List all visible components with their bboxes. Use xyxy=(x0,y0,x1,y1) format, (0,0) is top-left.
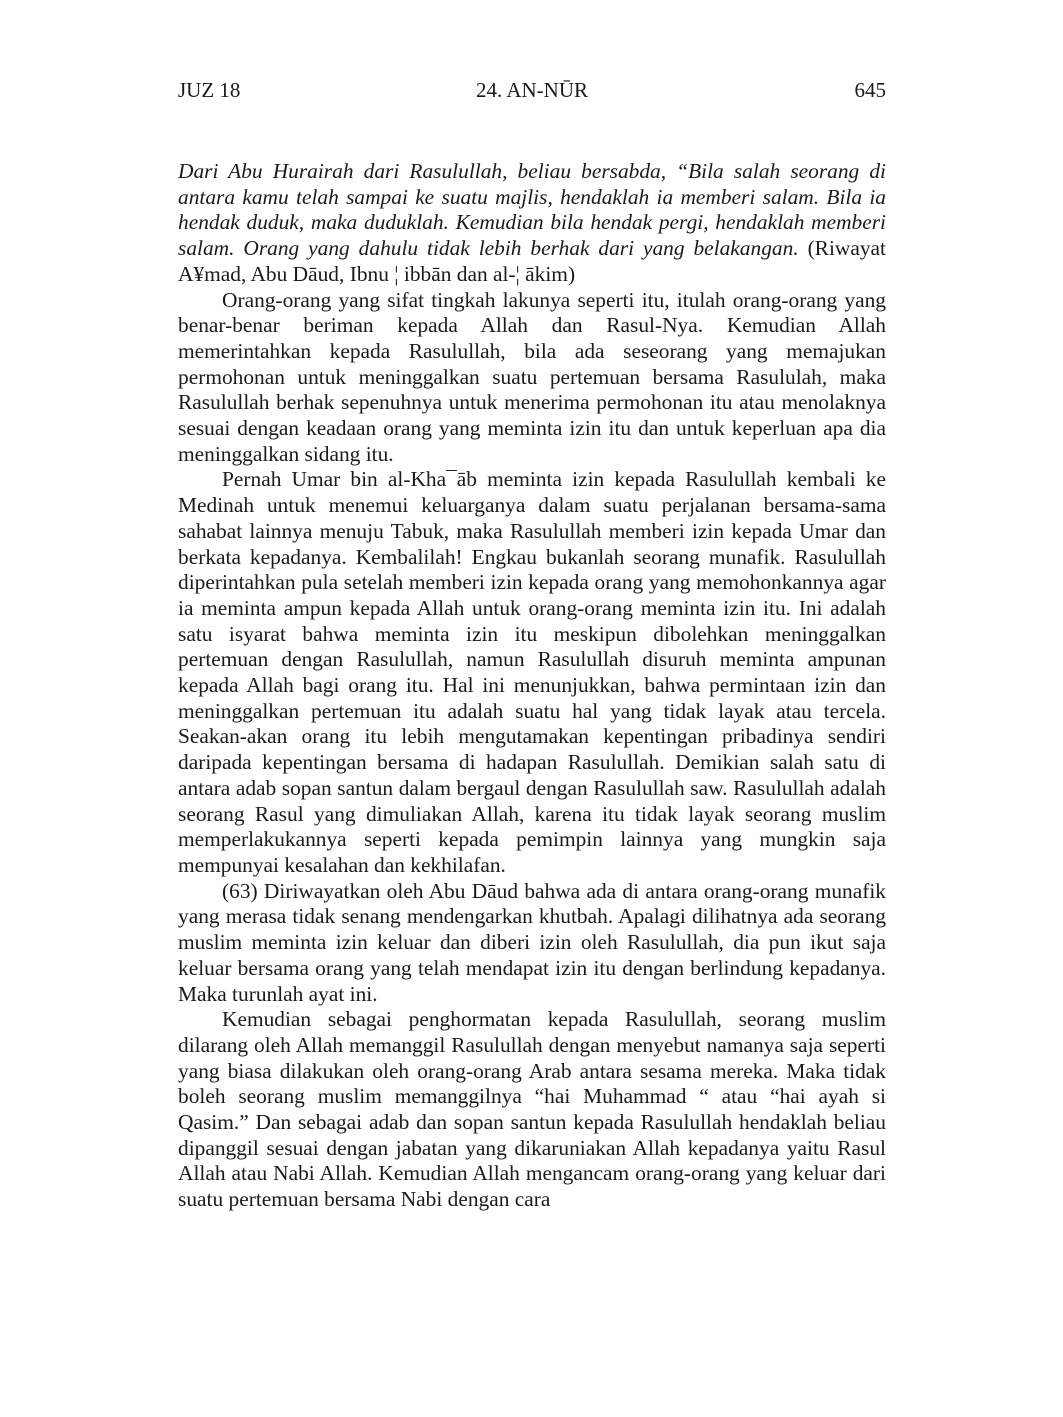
body-text xyxy=(178,159,886,1213)
surah-title: 24. AN-NŪR xyxy=(475,78,588,102)
juz-label: JUZ 18 xyxy=(178,78,241,102)
paragraph: Kemudian sebagai penghormatan kepada Rasulullah, seorang muslim dilarang oleh Allah memanggil Rasulullah dengan menyebut namanya saja seperti yang biasa dilakukan oleh orang-orang Arab antara sesama mereka. Maka tidak boleh seorang muslim memanggilnya “hai Muhammad “ atau “hai ayah si Qasim.” Dan sebagai adab dan sopan santun kepada Rasulullah hendaklah beliau dipanggil sesuai dengan jabatan yang dikaruniakan Allah kepadanya yaitu Rasul Allah atau Nabi Allah. Kemudian Allah mengancam orang-orang yang keluar dari suatu pertemuan bersama Nabi dengan cara xyxy=(178,1007,886,1212)
paragraph: Pernah Umar bin al-Kha¯āb meminta izin kepada Rasulullah kembali ke Medinah untuk menemui keluarganya dalam suatu perjalanan bersama-sama sahabat lainnya menuju Tabuk, maka Rasulullah memberi izin kepada Umar dan berkata kepadanya. Kembalilah! Engkau bukanlah seorang munafik. Rasulullah diperintahkan pula setelah memberi izin kepada orang yang memohonkannya agar ia meminta ampun kepada Allah untuk orang-orang meminta izin itu. Ini adalah satu isyarat bahwa meminta izin itu meskipun dibolehkan meninggalkan pertemuan dengan Rasulullah, namun Rasulullah disuruh meminta ampunan kepada Allah bagi orang itu. Hal ini menunjukkan, bahwa permintaan izin dan meninggalkan pertemuan itu adalah suatu hal yang tidak layak atau tercela. Seakan-akan orang itu lebih mengutamakan kepentingan pribadinya sendiri daripada kepentingan bersama di hadapan Rasulullah. Demikian salah satu di antara adab sopan santun dalam bergaul dengan Rasulullah saw. Rasulullah adalah seorang Rasul yang dimuliakan Allah, karena itu tidak layak seorang muslim memperlakukannya seperti kepada pemimpin lainnya yang mungkin saja mempunyai kesalahan dan kekhilafan. xyxy=(178,467,886,877)
hadith-paragraph xyxy=(178,159,886,288)
paragraph: (63) Diriwayatkan oleh Abu Dāud bahwa ada di antara orang-orang munafik yang merasa tidak senang mendengarkan khutbah. Apalagi dilihatnya ada seorang muslim meminta izin keluar dan diberi izin oleh Rasulullah, dia pun ikut saja keluar bersama orang yang telah mendapat izin itu dengan berlindung kepadanya. Maka turunlah ayat ini. xyxy=(178,878,886,1006)
paragraph: Orang-orang yang sifat tingkah lakunya seperti itu, itulah orang-orang yang benar-benar beriman kepada Allah dan Rasul-Nya. Kemudian Allah memerintahkan kepada Rasulullah, bila ada seseorang yang memajukan permohonan untuk meninggalkan suatu pertemuan bersama Rasululah, maka Rasulullah berhak sepenuhnya untuk menerima permohonan itu atau menolaknya sesuai dengan keadaan orang yang meminta izin itu dan untuk keperluan apa dia meninggalkan sidang itu. xyxy=(178,287,886,466)
page-number: 645 xyxy=(854,78,886,102)
page-header xyxy=(178,76,886,104)
hadith-source: (Riwayat A¥mad, Abu Dāud, Ibnu ¦ ibbān dan al-¦ ākim) xyxy=(178,236,886,286)
hadith-text: Dari Abu Hurairah dari Rasulullah, beliau bersabda, “Bila salah seorang di antara kamu telah sampai ke suatu majlis, hendaklah ia memberi salam. Bila ia hendak duduk, maka duduklah. Kemudian bila hendak pergi, hendaklah memberi salam. Orang yang dahulu tidak lebih berhak dari yang belakangan. xyxy=(178,159,886,261)
